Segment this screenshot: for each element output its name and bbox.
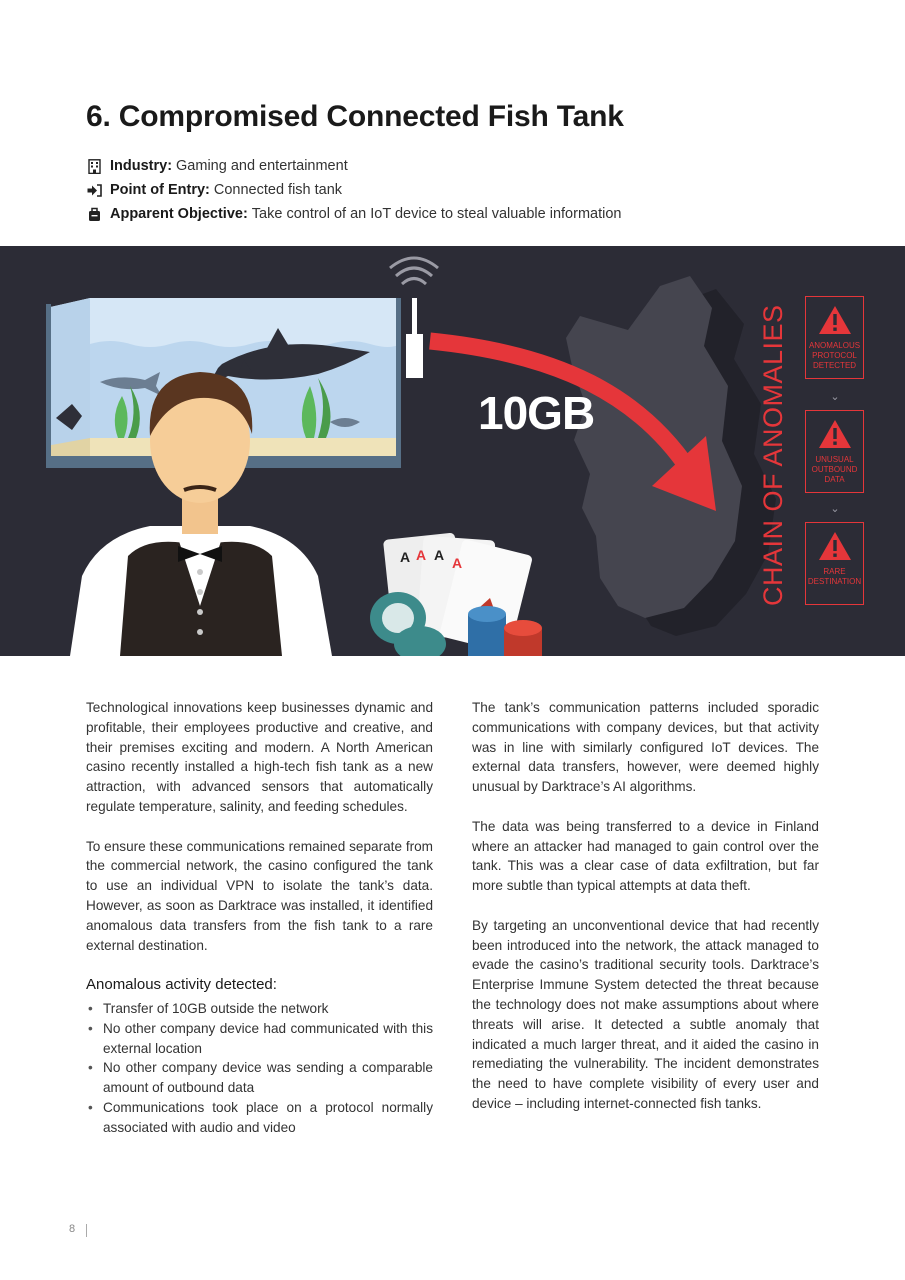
chevron-down-icon: ⌄ (830, 503, 840, 515)
right-column (472, 698, 819, 1134)
chevron-down-icon: ⌄ (830, 391, 840, 403)
list-item: • No other company device was sending a comparable amount of outbound data (86, 1058, 433, 1098)
transfer-amount: 10GB (478, 387, 595, 439)
anomaly-list (86, 999, 433, 1138)
alert-unusual-outbound (805, 410, 864, 493)
paragraph: By targeting an unconventional device that had recently been introduced into the network, the attack managed to evade the casino’s traditional security tools. Darktrace’s Enterprise Immune System detected the threat because the technology does not make assumptions about where threats will arise. It detected a subtle anomaly that indicated a much larger threat, and it aided the casino in remediating the vulnerability. The incident demonstrates the need to have complete visibility of every user and device – including internet-connected fish tanks. (472, 917, 819, 1111)
page-title: 6. Compromised Connected Fish Tank (86, 100, 624, 133)
meta-key: Point of Entry: (110, 182, 210, 198)
card-rank: A (434, 547, 445, 563)
alert-label: ANOMALOUS PROTOCOL DETECTED (808, 341, 861, 370)
chain-of-anomalies-title: CHAIN OF ANOMALIES (758, 304, 788, 606)
list-item: • Transfer of 10GB outside the network (86, 999, 433, 1019)
alert-anomalous-protocol (805, 296, 864, 379)
warning-icon (818, 305, 852, 335)
card-rank: A (416, 547, 427, 563)
meta-objective (86, 202, 621, 226)
case-meta (86, 154, 621, 226)
alert-rare-destination (805, 522, 864, 605)
meta-entry (86, 178, 621, 202)
alert-label: RARE DESTINATION (807, 567, 862, 586)
page-number-divider (86, 1224, 87, 1237)
sign-in-icon (86, 182, 102, 198)
meta-value: Take control of an IoT device to steal valuable information (251, 206, 622, 222)
paragraph: To ensure these communications remained separate from the commercial network, the casino configured the tank to use an individual VPN to isolate the tank’s data. However, as soon as Darktrace was installed, it identified anomalous data transfers from the fish tank to a rare external destination. (86, 838, 433, 953)
paragraph: Technological innovations keep businesses dynamic and profitable, their employees productive and creative, and their premises exciting and modern. A North American casino recently installed a high-tech fish tank as a new attraction, with advanced sensors that automatically regulate temperature, salinity, and feeding schedules. (86, 700, 433, 814)
meta-key: Apparent Objective: (110, 206, 248, 222)
illustration-banner (0, 246, 905, 656)
meta-industry (86, 154, 621, 178)
briefcase-icon (86, 206, 102, 222)
subheading: Anomalous activity detected: (86, 976, 277, 994)
paragraph: The data was being transferred to a device in Finland where an attacker had managed to gain control over the tank. This was a clear case of data exfiltration, but far more subtle than typical attempts at data theft. (472, 818, 819, 894)
meta-value: Connected fish tank (213, 182, 343, 198)
card-rank: A (400, 549, 411, 565)
meta-value: Gaming and entertainment (176, 158, 348, 174)
warning-icon (818, 419, 852, 449)
paragraph: The tank’s communication patterns included sporadic communications with company devices, but that activity was in line with similarly configured IoT devices. The external data transfers, however, were deemed highly unusual by Darktrace’s AI algorithms. (472, 700, 819, 795)
building-icon (86, 158, 102, 174)
list-item: • Communications took place on a protocol normally associated with audio and video (86, 1098, 433, 1138)
page-number: 8 (69, 1223, 76, 1235)
card-rank: A (452, 555, 463, 571)
list-item: • No other company device had communicated with this external location (86, 1019, 433, 1059)
alert-label: UNUSUAL OUTBOUND DATA (811, 455, 858, 484)
meta-key: Industry: (110, 158, 173, 174)
left-column (86, 698, 433, 1138)
warning-icon (818, 531, 852, 561)
